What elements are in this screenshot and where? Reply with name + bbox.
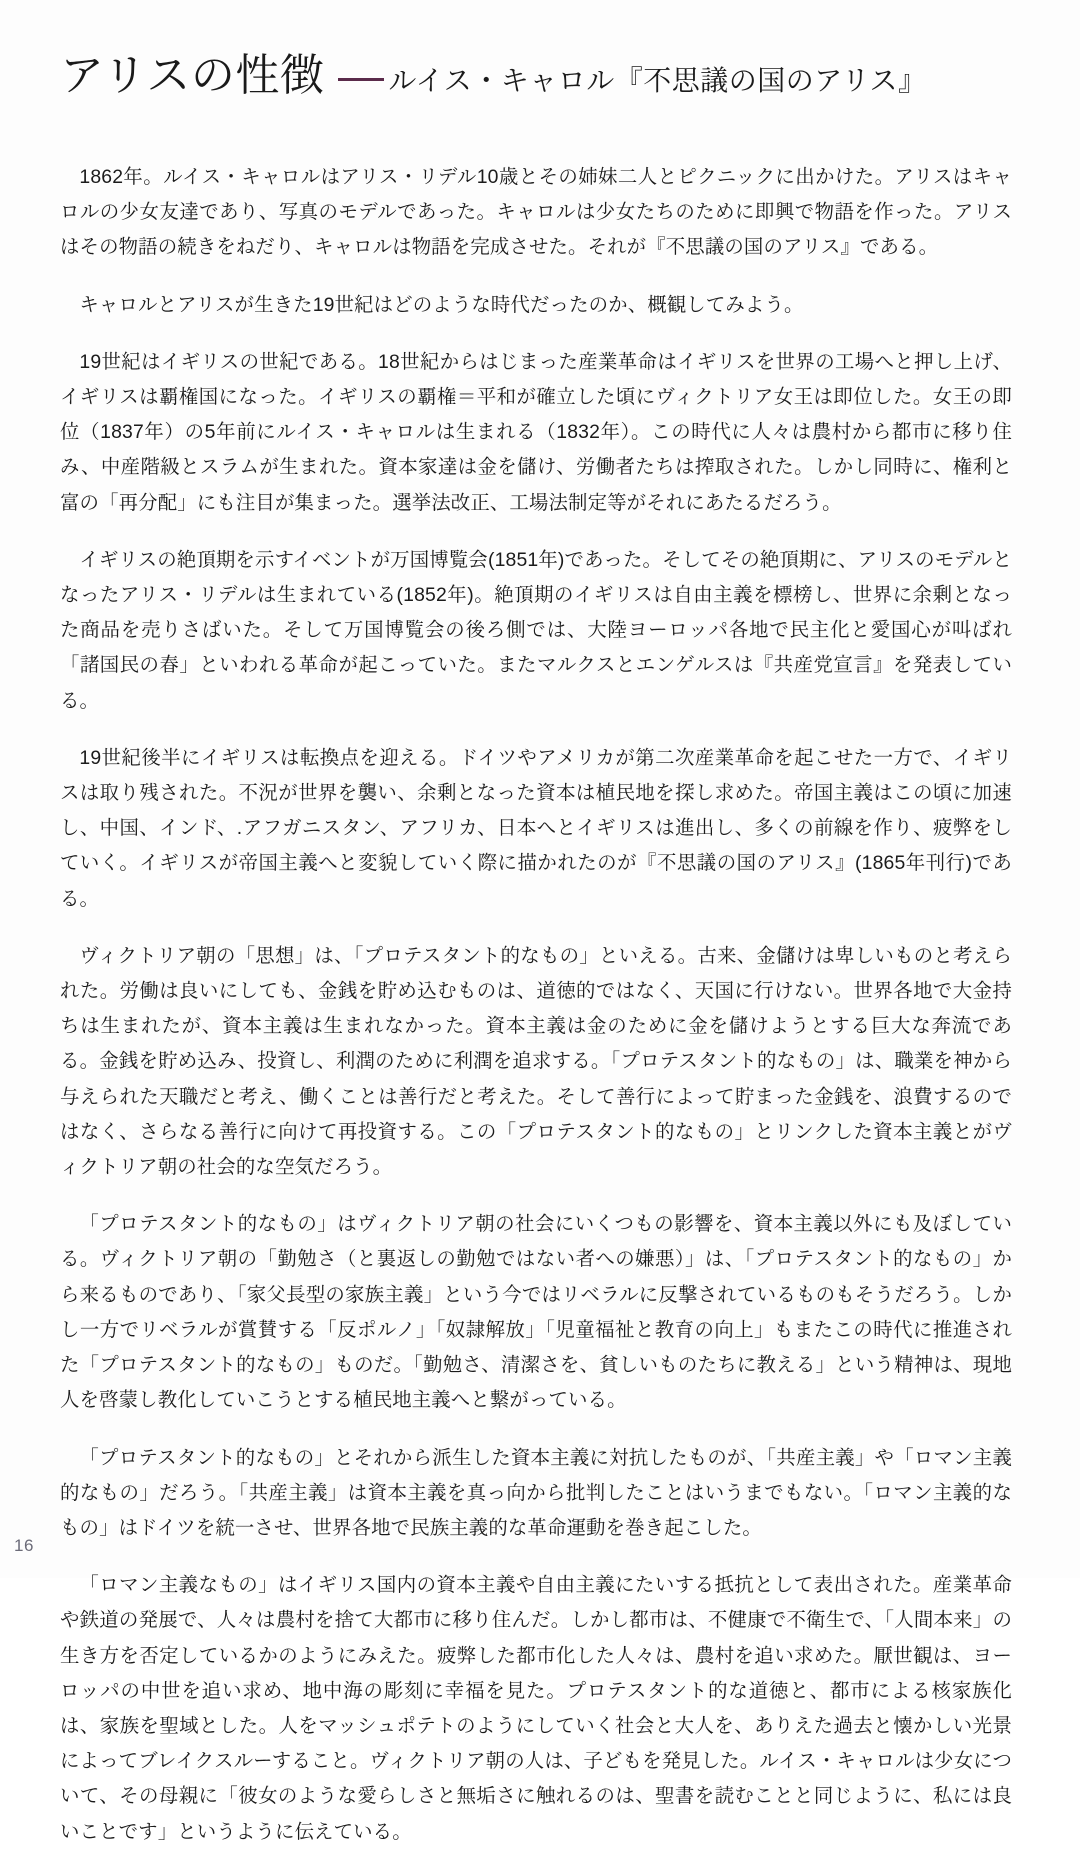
body-paragraph: キャロルとアリスが生きた19世紀はどのような時代だったのか、概観してみよう。 [79,293,804,316]
body-paragraph: ヴィクトリア朝の「思想」は、「プロテスタント的なもの」といえる。古来、金儲けは卑しいものと考えられた。労働は良いにしても、金銭を貯め込むものは、道徳的ではなく、天国に行けない。世界各地で大金持ちは生まれたが、資本主義は生まれなかった。資本主義は金のために金を儲けようとする巨大な奔流である。金銭を貯め込み、投資し、利潤のために利潤を追求する。「プロテスタント的なもの」は、職業を神から与えられた天職だと考え、働くことは善行だと考えた。そして善行によって貯まった金銭を、浪費するのではなく、さらなる善行に向けて再投資する。この「プロテスタント的なもの」とリンクした資本主義とがヴィクトリア朝の社会的な空気だろう。 [60,944,1012,1179]
title-subtitle-text: ルイス・キャロル『不思議の国のアリス』 [388,65,927,96]
body-paragraph: 「プロテスタント的なもの」はヴィクトリア朝の社会にいくつもの影響を、資本主義以外にも及ぼしている。ヴィクトリア朝の「勤勉さ（と裏返しの勤勉ではない者への嫌悪）」は、「プロテスタント的なもの」から来るものであり、「家父長型の家族主義」という今ではリベラルに反撃されているものもそうだろう。しかし一方でリベラルが賞賛する「反ポルノ」「奴隷解放」「児童福祉と教育の向上」もまたこの時代に推進された「プロテスタント的なもの」ものだ。「勤勉さ、清潔さを、貧しいものたちに教える」という精神は、現地人を啓蒙し教化していこうとする植民地主義へと繋がっている。 [60,1213,1012,1412]
body-paragraph: 1862年。ルイス・キャロルはアリス・リデル10歳とその姉妹二人とピクニックに出かけた。アリスはキャロルの少女友達であり、写真のモデルであった。キャロルは少女たちのために即興で物語を作った。アリスはその物語の続きをねだり、キャロルは物語を完成させた。それが『不思議の国のアリス』である。 [60,166,1012,259]
title-em-dash-rule [338,78,384,81]
page-title [60,52,1020,100]
body-paragraph: 「ロマン主義なもの」はイギリス国内の資本主義や自由主義にたいする抵抗として表出された。産業革命や鉄道の発展で、人々は農村を捨て大都市に移り住んだ。しかし都市は、不健康で不衛生で、「人間本来」の生き方を否定しているかのようにみえた。疲弊した都市化した人々は、農村を追い求めた。厭世観は、ヨーロッパの中世を追い求め、地中海の彫刻に幸福を見た。プロテスタント的な道徳と、都市による核家族化は、家族を聖域とした。人をマッシュポテトのようにしていく社会と大人を、ありえた過去と懐かしい光景によってブレイクスルーすること。ヴィクトリア朝の人は、子どもを発見した。ルイス・キャロルは少女について、その母親に「彼女のような愛らしさと無垢さに触れるのは、聖書を読むことと同じように、私には良いことです」というように伝えている。 [60,1574,1012,1843]
body-paragraph: 19世紀後半にイギリスは転換点を迎える。ドイツやアメリカが第二次産業革命を起こせた一方で、イギリスは取り残された。不況が世界を襲い、余剰となった資本は植民地を探し求めた。帝国主義はこの頃に加速し、中国、インド、.アフガニスタン、アフリカ、日本へとイギリスは進出し、多くの前線を作り、疲弊をしていく。イギリスが帝国主義へと変貌していく際に描かれたのが『不思議の国のアリス』(1865年刊行)である。 [60,746,1012,910]
body-paragraph: イギリスの絶頂期を示すイベントが万国博覧会(1851年)であった。そしてその絶頂期に、アリスのモデルとなったアリス・リデルは生まれている(1852年)。絶頂期のイギリスは自由主義を標榜し、世界に余剰となった商品を売りさばいた。そして万国博覧会の後ろ側では、大陸ヨーロッパ各地で民主化と愛国心が叫ばれ「諸国民の春」といわれる革命が起こっていた。またマルクスとエンゲルスは『共産党宣言』を発表している。 [60,548,1012,712]
title-main-text: アリスの性徴 [60,51,325,100]
body-text-container [60,160,1012,1850]
page-number: 16 [14,1536,34,1555]
body-paragraph: 「プロテスタント的なもの」とそれから派生した資本主義に対抗したものが、「共産主義」や「ロマン主義的なもの」だろう。「共産主義」は資本主義を真っ向から批判したことはいうまでもない。「ロマン主義的なもの」はドイツを統一させ、世界各地で民族主義的な革命運動を巻き起こした。 [60,1446,1012,1539]
body-paragraph: 19世紀はイギリスの世紀である。18世紀からはじまった産業革命はイギリスを世界の工場へと押し上げ、イギリスは覇権国になった。イギリスの覇権＝平和が確立した頃にヴィクトリア女王は即位した。女王の即位（1837年）の5年前にルイス・キャロルは生まれる（1832年）。この時代に人々は農村から都市に移り住み、中産階級とスラムが生まれた。資本家達は金を儲け、労働者たちは搾取された。しかし同時に、権利と富の「再分配」にも注目が集まった。選挙法改正、工場法制定等がそれにあたるだろう。 [60,350,1012,514]
